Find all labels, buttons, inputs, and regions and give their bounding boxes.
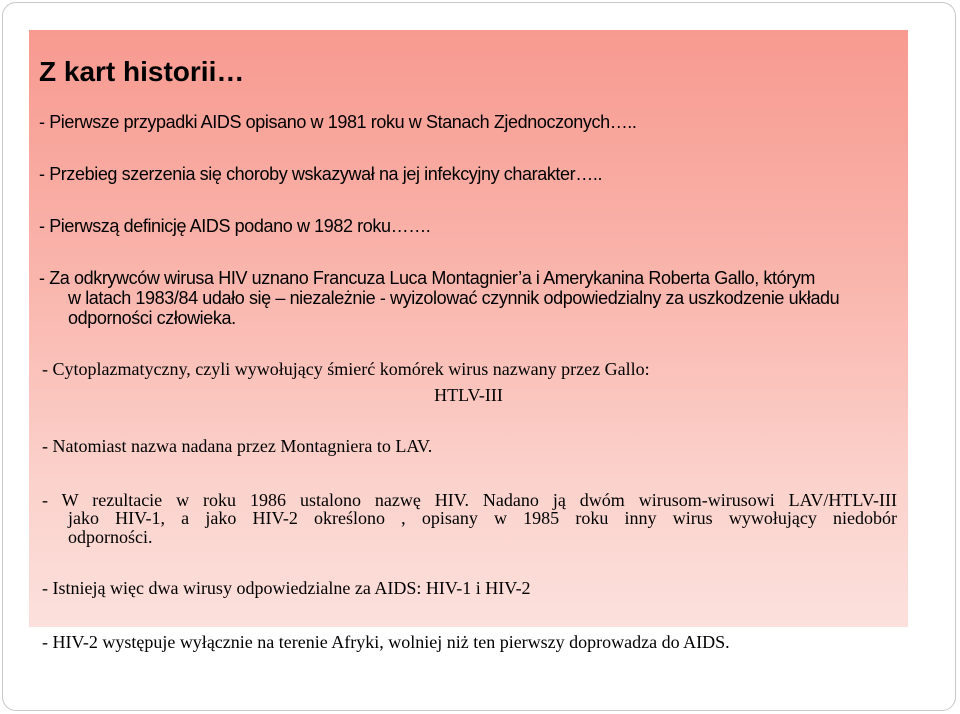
history-line-discoverers-end: odporności człowieka. <box>68 308 236 328</box>
history-line-gallo: - Cytoplazmatyczny, czyli wywołujący śmierć komórek wirus nazwany przez Gallo: <box>42 359 650 379</box>
history-line-1986-cont: jako HIV-1, a jako HIV-2 określono , opisany w 1985 roku inny wirus wywołujący niedobór <box>68 508 897 528</box>
history-line-hiv2-africa: - HIV-2 występuje wyłącznie na terenie Afryki, wolniej niż ten pierwszy doprowadza do AIDS. <box>42 632 730 652</box>
history-line-infection: - Przebieg szerzenia się choroby wskazywał na jej infekcyjny charakter….. <box>39 164 603 184</box>
virus-name-htlv: HTLV-III <box>434 385 503 405</box>
history-line-lav: - Natomiast nazwa nadana przez Montagniera to LAV. <box>42 436 433 456</box>
history-line-1982: - Pierwszą definicję AIDS podano w 1982 roku……. <box>39 216 431 236</box>
history-line-1986-end: odporności. <box>68 527 153 547</box>
history-line-1981: - Pierwsze przypadki AIDS opisano w 1981 roku w Stanach Zjednoczonych….. <box>39 112 637 132</box>
history-line-discoverers-cont: w latach 1983/84 udało się – niezależnie - wyizolować czynnik odpowiedzialny za uszkodzenie układu <box>68 288 840 308</box>
history-line-two-viruses: - Istnieją więc dwa wirusy odpowiedzialne za AIDS: HIV-1 i HIV-2 <box>42 578 531 598</box>
history-line-discoverers: - Za odkrywców wirusa HIV uznano Francuza Luca Montagnier’a i Amerykanina Roberta Gallo, którym <box>39 268 816 288</box>
slide-title: Z kart historii… <box>39 56 245 87</box>
history-line-1986: - W rezultacie w roku 1986 ustalono nazwę HIV. Nadano ją dwóm wirusom-wirusowi LAV/HTLV-III <box>42 490 897 510</box>
